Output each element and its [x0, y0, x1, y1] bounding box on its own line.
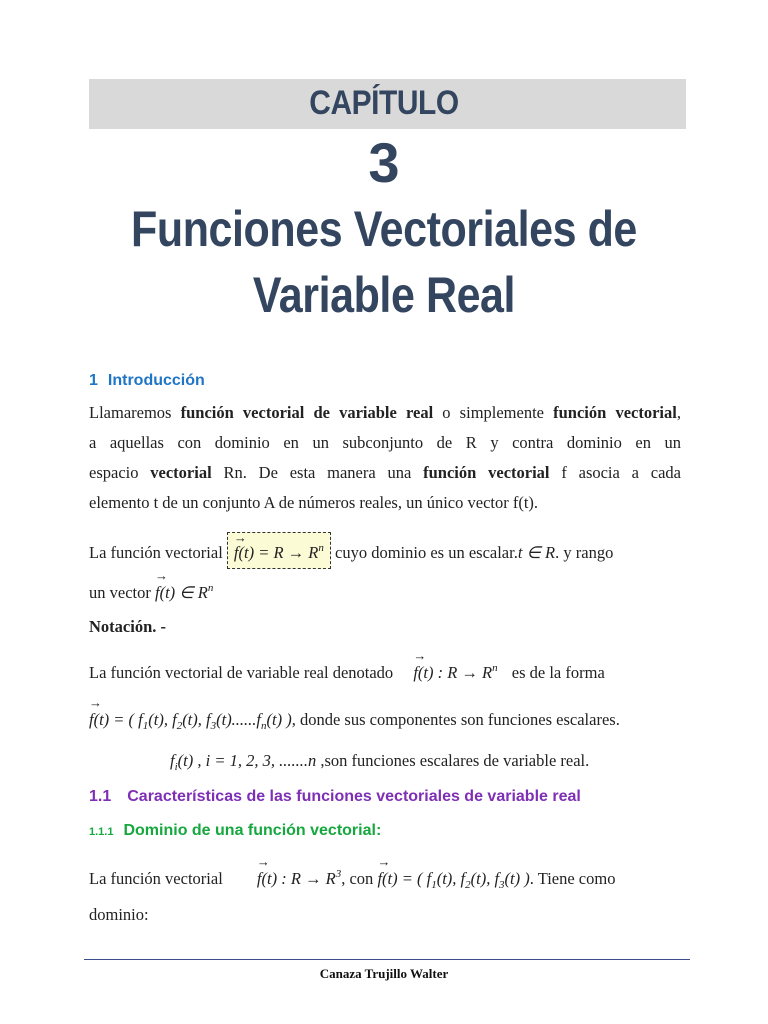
formula-text: f [170, 751, 175, 770]
chapter-title [105, 196, 662, 328]
section-heading-1-1-1 [89, 822, 381, 840]
exponent: n [318, 542, 324, 554]
section-heading-1-1 [89, 788, 581, 806]
intro-line-1 [89, 398, 681, 428]
bold-term: función vectorial [553, 403, 677, 422]
formula-text: (t) = ( f [382, 869, 432, 888]
text: un vector [89, 583, 155, 602]
text: La función vectorial [89, 543, 223, 562]
text: Rn. De esta manera una [211, 463, 424, 482]
text: . y rango [555, 543, 614, 562]
subscript: 1 [431, 879, 437, 891]
vector-f: → f [257, 869, 262, 889]
formula-text: (t), f [182, 710, 211, 729]
domain-line-2: dominio: [89, 905, 149, 924]
vector-f: → f [89, 710, 94, 730]
highlighted-formula [227, 532, 331, 569]
formula-text: (t) ) [504, 869, 530, 888]
section-heading-1 [89, 372, 205, 390]
notation-line-3 [170, 751, 589, 773]
vector-f: → f [413, 663, 418, 683]
formula-text: (t) ) [266, 710, 292, 729]
intro-line-3 [89, 458, 681, 488]
formula-text: (t) = ( f [93, 710, 143, 729]
section-number: 1 [89, 372, 98, 389]
formula-text: (t), f [436, 869, 466, 888]
vector-f: → f [234, 538, 239, 568]
subscript: 1 [142, 720, 149, 732]
text: f asocia a cada [549, 463, 681, 482]
formula-text: (t) , i = 1, 2, 3, .......n [177, 751, 317, 770]
exponent: n [207, 582, 214, 594]
footer-divider [84, 959, 690, 960]
text: cuyo dominio es un escalar. [330, 543, 518, 562]
chapter-title-line2: Variable Real [252, 267, 516, 323]
text: , [676, 403, 681, 422]
subscript: 2 [176, 720, 183, 732]
formula-text: (t), f [470, 869, 500, 888]
subscript: n [261, 720, 267, 732]
chapter-number: 3 [368, 131, 400, 194]
domain-line-1 [89, 868, 615, 891]
text: , con [341, 869, 374, 888]
subscript: 3 [499, 879, 505, 891]
notation-label: Notación. - [89, 617, 166, 636]
formula-text: (t) ∈ R [159, 583, 208, 602]
chapter-title-line1: Funciones Vectoriales de [131, 201, 637, 257]
bold-term: vectorial [150, 463, 212, 482]
text: o simplemente [433, 403, 554, 422]
text: Llamaremos [89, 403, 181, 422]
notation-line-1 [89, 662, 605, 683]
text: espacio [89, 463, 151, 482]
text: La función vectorial de variable real denotado [89, 663, 394, 682]
subscript: i [174, 761, 178, 773]
range-line [89, 582, 213, 603]
formula-text: (t) = R → R [238, 543, 319, 562]
vector-f: → f [377, 869, 382, 889]
formula-text: (t) : R → R [261, 869, 336, 888]
formula-text: (t)......f [216, 710, 262, 729]
text: La función vectorial [89, 869, 223, 888]
exponent: n [492, 662, 498, 674]
text: . Tiene como [529, 869, 616, 888]
vector-f: → f [155, 583, 160, 603]
section-number: 1.1.1 [89, 826, 114, 838]
formula-text: t ∈ R [517, 543, 556, 562]
notation-line-2 [89, 710, 620, 732]
section-title: Introducción [107, 372, 205, 389]
bold-term: función vectorial de variable real [180, 403, 434, 422]
section-title: Características de las funciones vectoriales de variable real [127, 788, 581, 805]
subscript: 3 [210, 720, 217, 732]
formula-text: (t), f [148, 710, 177, 729]
subscript: 2 [465, 879, 471, 891]
formula-text: (t) : R → R [417, 663, 493, 682]
text: ,son funciones escalares de variable real. [316, 751, 590, 770]
text: , donde sus componentes son funciones escalares. [291, 710, 620, 729]
footer-author: Canaza Trujillo Walter [319, 966, 449, 981]
section-title: Dominio de una función vectorial: [123, 822, 382, 839]
intro-line-4: elemento t de un conjunto A de números reales, un único vector f(t). [89, 493, 539, 512]
section-number: 1.1 [89, 788, 112, 805]
intro-line-2: a aquellas con dominio en un subconjunto de R y contra dominio en un [89, 433, 681, 452]
chapter-label: CAPÍTULO [309, 84, 459, 122]
text: es de la forma [511, 663, 605, 682]
definition-line [89, 532, 613, 569]
exponent: 3 [335, 868, 342, 880]
bold-term: función vectorial [423, 463, 550, 482]
